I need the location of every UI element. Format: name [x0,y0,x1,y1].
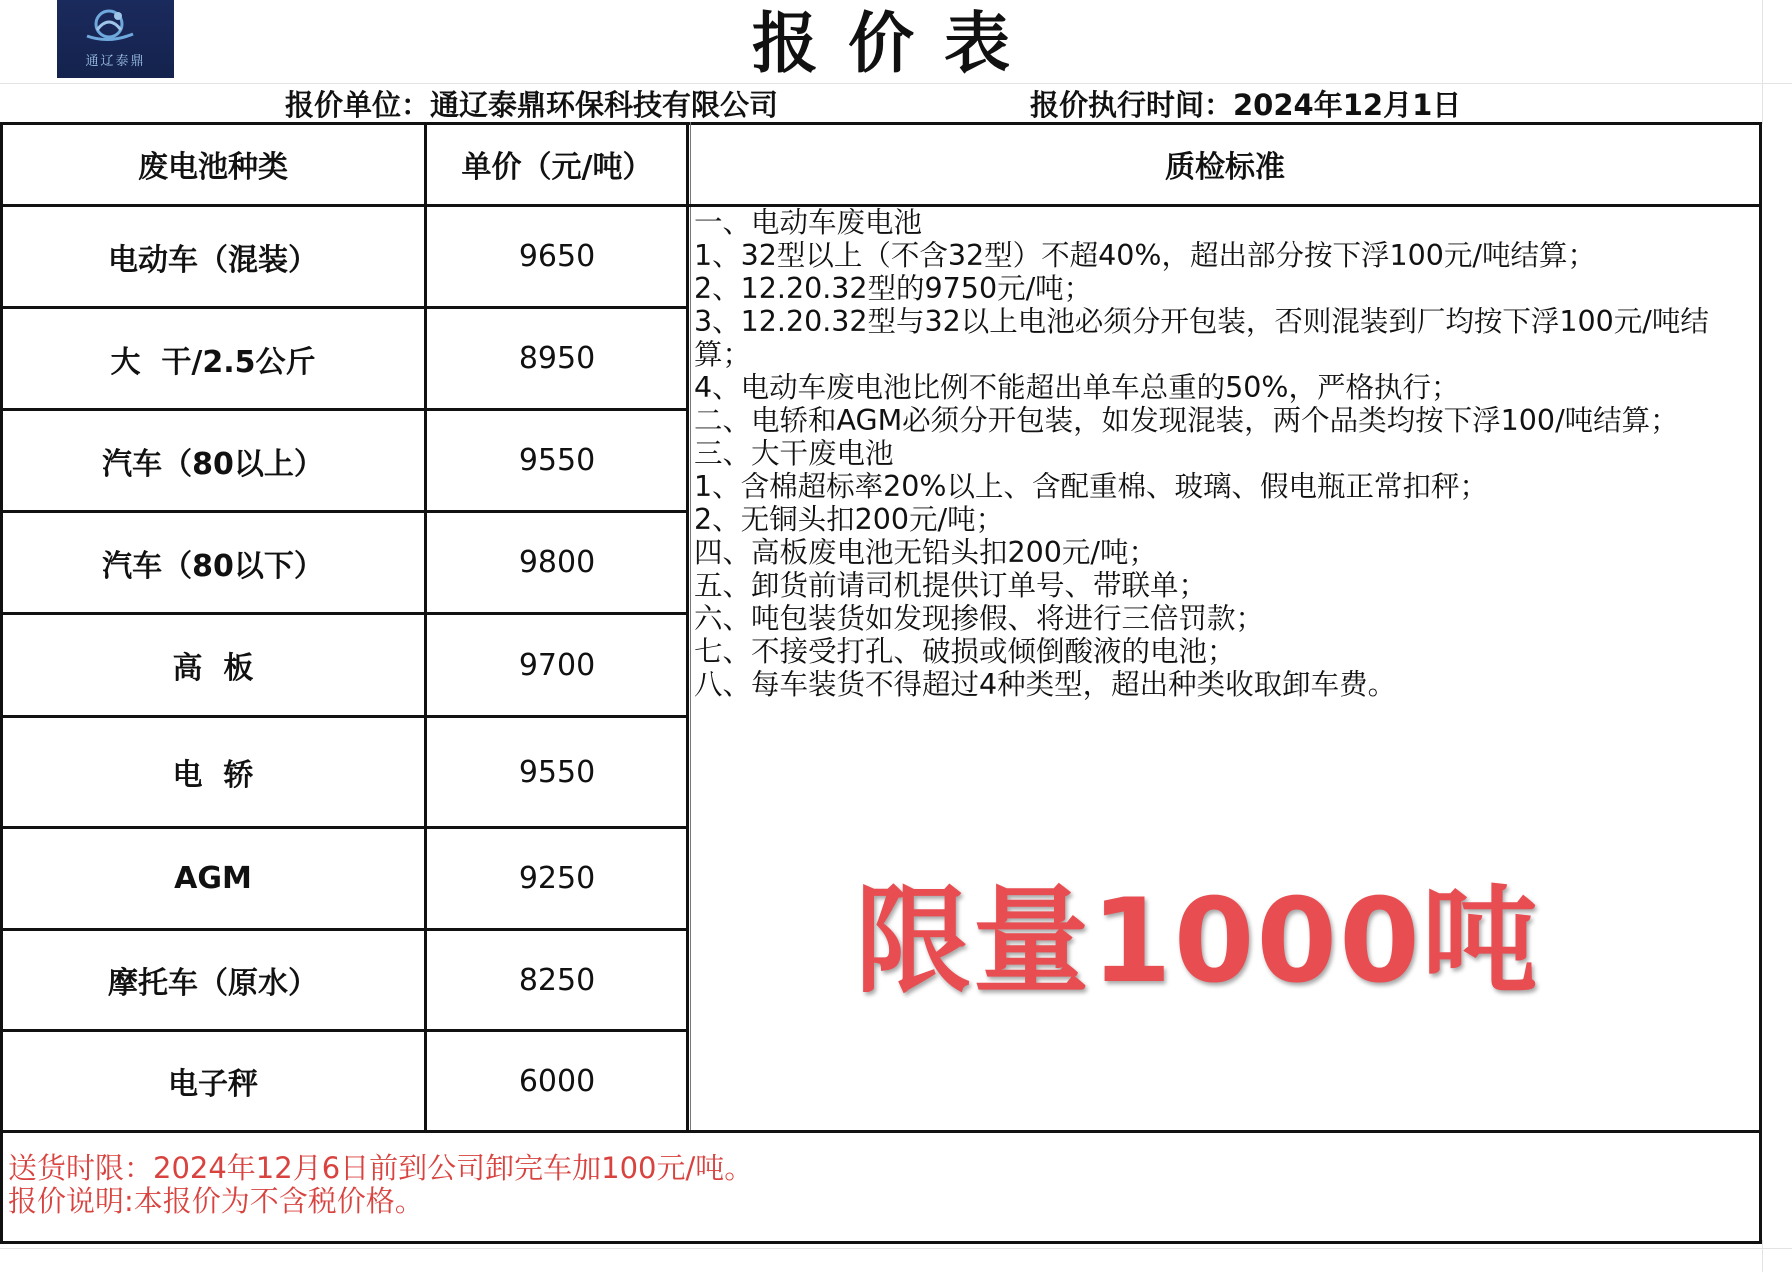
table-row-category: 汽车（80以上） [102,446,324,482]
grid-line [0,1248,1792,1249]
quantity-limit: 限量1000吨 [855,874,1540,1009]
footer-notes [8,1152,753,1218]
standard-line: 1、32型以上（不含32型）不超40%，超出部分按下浮100元/吨结算； [694,239,1597,272]
table-row-category: AGM [174,861,252,896]
header-category: 废电池种类 [138,150,288,185]
table-row-category: 高 板 [172,651,254,686]
page-title: 报价表 [752,5,1040,82]
logo-text: 通辽泰鼎 [85,54,146,69]
standard-line: 七、不接受打孔、破损或倾倒酸液的电池； [694,635,1236,668]
standard-line: 五、卸货前请司机提供订单号、带联单； [694,569,1208,602]
standard-line: 三、大干废电池 [694,437,894,470]
table-row-category: 电子秤 [168,1067,258,1102]
tax-note: 报价说明:本报价为不含税价格。 [8,1184,424,1218]
standard-line: 1、含棉超标率20%以上、含配重棉、玻璃、假电瓶正常扣秤； [694,470,1488,503]
table-row-category: 摩托车（原水） [108,966,318,1001]
footer-divider [0,1130,1762,1133]
header-price: 单价（元/吨） [461,150,653,185]
standard-line: 一、电动车废电池 [694,206,923,239]
table-row-price: 9700 [518,647,596,683]
table-row-price: 8950 [518,341,596,376]
standard-line: 四、高板废电池无铅头扣200元/吨； [694,536,1158,569]
table-row-price: 9550 [518,443,596,478]
standard-line: 八、每车装货不得超过4种类型，超出种类收取卸车费。 [694,668,1397,701]
standard-line: 3、12.20.32型与32以上电池必须分开包装，否则混装到厂均按下浮100元/吨结算； [694,305,1709,371]
quality-standards [694,206,1754,701]
delivery-deadline-note: 送货时限：2024年12月6日前到公司卸完车加100元/吨。 [8,1151,754,1185]
table-border-bottom [0,1241,1762,1244]
table-row-price: 6000 [518,1063,596,1099]
column-divider [690,122,691,1132]
quote-unit: 报价单位：通辽泰鼎环保科技有限公司 [285,88,779,122]
standard-line: 4、电动车废电池比例不能超出单车总重的50%，严格执行； [694,371,1460,404]
table-row-price: 9650 [518,239,596,274]
table-row-price: 8250 [518,962,596,998]
standard-line: 六、吨包装货如发现掺假、将进行三倍罚款； [694,602,1265,635]
column-divider [686,122,689,1132]
grid-line [1762,1240,1763,1272]
table-row-price: 9800 [518,545,596,580]
table-border-right [1759,122,1762,1244]
quote-date: 报价执行时间：2024年12月1日 [1030,88,1462,122]
table-row-price: 9250 [518,861,596,896]
table-row-category: 电动车（混装） [108,242,318,278]
column-divider [424,122,427,1132]
table-row-category: 汽车（80以下） [102,548,324,584]
standard-line: 2、12.20.32型的9750元/吨； [694,272,1093,305]
standard-line: 2、无铜头扣200元/吨； [694,503,1005,536]
table-row-category: 大 干/2.5公斤 [110,344,316,380]
table-row-category: 电 轿 [172,758,254,793]
standard-line: 二、电轿和AGM必须分开包装，如发现混装，两个品类均按下浮100/吨结算； [694,404,1679,437]
header-standard: 质检标准 [1165,150,1285,185]
table-row-price: 9550 [518,754,596,790]
